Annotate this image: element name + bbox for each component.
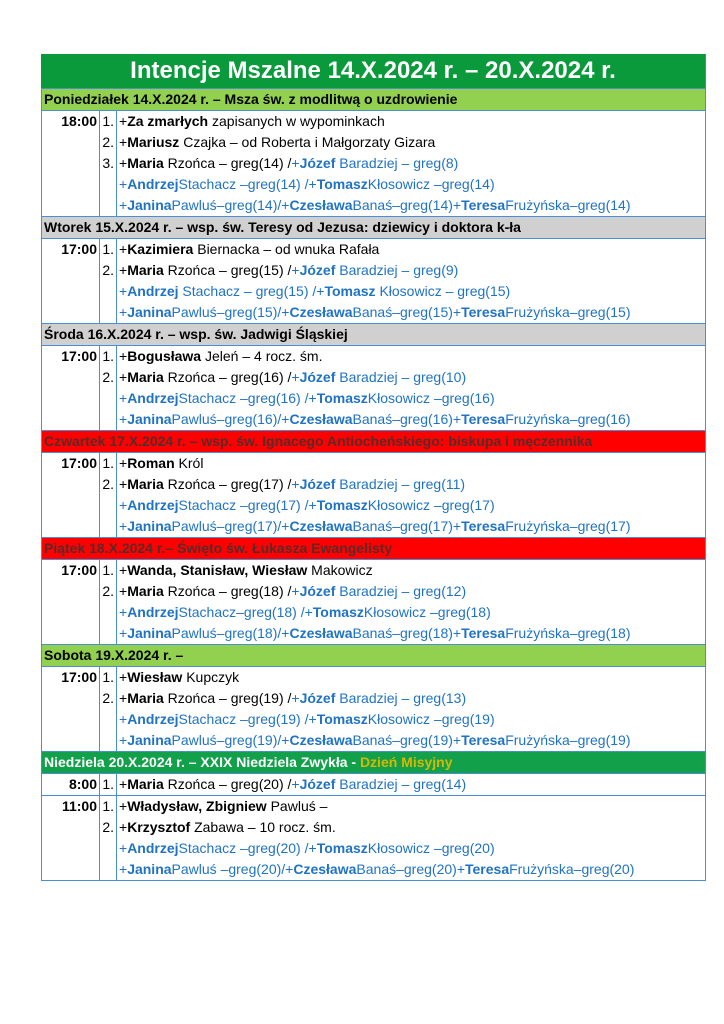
intention-text: + xyxy=(119,476,128,492)
day-header-row xyxy=(42,431,706,453)
intention-line xyxy=(119,346,703,367)
intention-line xyxy=(119,623,703,644)
intention-text: Rzońca – greg(15) / xyxy=(163,262,292,278)
intention-name: Maria xyxy=(127,690,164,706)
intention-text: + xyxy=(285,861,294,877)
intention-text: Rzońca – greg(19) / xyxy=(163,690,292,706)
intention-name: Józef xyxy=(299,583,336,599)
intention-name: Czesława xyxy=(293,861,357,877)
intention-number xyxy=(102,174,114,195)
intention-text: + xyxy=(119,390,128,406)
intention-name: Wanda, Stanisław, Wiesław xyxy=(127,562,308,578)
intention-text: + xyxy=(119,798,128,814)
intention-text: + xyxy=(452,732,462,748)
day-header-text: Wtorek 15.X.2024 r. – wsp. św. Teresy od Jezusa: dziewicy i doktora k-ła xyxy=(44,219,521,235)
intention-name: Teresa xyxy=(461,197,506,213)
intention-line xyxy=(119,516,703,537)
intention-text: + xyxy=(119,497,128,513)
intention-text: Banaś–greg(15) xyxy=(352,304,453,320)
intention-text: Kłosowicz –greg(17) xyxy=(367,497,495,513)
intention-text: Rzońca – greg(20) / xyxy=(163,776,292,792)
intention-text: Kupczyk xyxy=(182,669,240,685)
intention-text: + xyxy=(291,476,300,492)
intention-name: Bogusława xyxy=(127,348,202,364)
intention-numbers xyxy=(100,346,117,431)
intention-text: Frużyńska–greg(14) xyxy=(505,197,631,213)
intention-text: + xyxy=(291,369,300,385)
intention-text: + xyxy=(119,819,128,835)
intention-name: Teresa xyxy=(461,304,506,320)
intention-number: 1. xyxy=(102,455,114,471)
page-title: Intencje Mszalne 14.X.2024 r. – 20.X.2024 r. xyxy=(41,54,706,88)
intention-name: Maria xyxy=(127,369,164,385)
intention-text: + xyxy=(308,711,317,727)
day-header-text: Poniedziałek 14.X.2024 r. – Msza św. z modlitwą o uzdrowienie xyxy=(44,91,458,107)
intention-text: + xyxy=(119,562,128,578)
intention-line xyxy=(119,667,703,688)
intention-number: 1. xyxy=(102,113,114,129)
intention-name: Teresa xyxy=(461,411,506,427)
intention-text: Frużyńska–greg(15) xyxy=(505,304,631,320)
intention-line xyxy=(119,474,703,495)
intention-text: Makowicz xyxy=(307,562,373,578)
intention-text: + xyxy=(119,840,128,856)
mass-time: 17:00 xyxy=(42,239,100,324)
intention-texts xyxy=(117,774,706,796)
intention-text: Stachacz–greg(18) / xyxy=(178,604,305,620)
intention-line xyxy=(119,239,703,260)
intention-name: Janina xyxy=(127,411,172,427)
intention-line xyxy=(119,859,703,880)
intention-number: 3. xyxy=(102,155,114,171)
intention-text: Frużyńska–greg(16) xyxy=(505,411,631,427)
intention-name: Andrzej xyxy=(127,283,179,299)
intention-number: 2. xyxy=(102,819,114,835)
intention-line xyxy=(119,281,703,302)
intention-texts xyxy=(117,796,706,881)
intention-name: Kazimiera xyxy=(127,241,194,257)
intention-number xyxy=(102,623,114,644)
intention-number xyxy=(102,495,114,516)
intention-text: + xyxy=(452,518,462,534)
intention-name: Krzysztof xyxy=(127,819,191,835)
intention-name: Janina xyxy=(127,625,172,641)
intention-name: Józef xyxy=(299,262,336,278)
intention-text: + xyxy=(119,411,128,427)
intention-line xyxy=(119,174,703,195)
day-header-row xyxy=(42,217,706,239)
intention-text: Kłosowicz –greg(19) xyxy=(367,711,495,727)
day-header-text: Sobota 19.X.2024 r. – xyxy=(44,647,184,663)
intention-text: Frużyńska–greg(19) xyxy=(505,732,631,748)
intention-texts xyxy=(117,239,706,324)
intention-name: Maria xyxy=(127,776,164,792)
intention-text: Stachacz –greg(17) / xyxy=(178,497,309,513)
intention-text: + xyxy=(119,113,128,129)
intention-number xyxy=(102,195,114,216)
intention-name: Czesława xyxy=(289,732,353,748)
intention-text: + xyxy=(291,583,300,599)
intention-text: Stachacz –greg(14) / xyxy=(178,176,309,192)
intention-text: Banaś–greg(19) xyxy=(352,732,453,748)
intention-name: Teresa xyxy=(461,625,506,641)
day-header-text: Środa 16.X.2024 r. – wsp. św. Jadwigi Śląskiej xyxy=(44,326,348,342)
intention-number xyxy=(102,730,114,751)
intention-text: + xyxy=(119,241,128,257)
intention-line xyxy=(119,195,703,216)
intention-name: Tomasz xyxy=(316,497,368,513)
day-header xyxy=(42,89,706,111)
intention-name: Andrzej xyxy=(127,840,179,856)
day-header xyxy=(42,538,706,560)
intention-name: Czesława xyxy=(289,197,353,213)
intention-text: + xyxy=(119,690,128,706)
intention-text: Pawluś –greg(20)/ xyxy=(171,861,286,877)
intention-text: + xyxy=(119,732,128,748)
intention-text: + xyxy=(452,304,462,320)
intention-text: + xyxy=(119,518,128,534)
intention-text: + xyxy=(281,732,290,748)
intention-text: Banaś–greg(18) xyxy=(352,625,453,641)
intention-name: Za zmarłych xyxy=(127,113,209,129)
intention-text: + xyxy=(119,776,128,792)
intention-text: Kłosowicz – greg(15) xyxy=(375,283,511,299)
day-header xyxy=(42,431,706,453)
intention-line xyxy=(119,838,703,859)
day-header-row xyxy=(42,89,706,111)
intention-line xyxy=(119,774,703,795)
intention-line xyxy=(119,688,703,709)
intention-number xyxy=(102,302,114,323)
intention-text: + xyxy=(281,411,290,427)
intention-name: Czesława xyxy=(289,411,353,427)
intention-line xyxy=(119,453,703,474)
intention-line xyxy=(119,367,703,388)
intention-name: Andrzej xyxy=(127,604,179,620)
intention-line xyxy=(119,132,703,153)
mass-row xyxy=(42,453,706,538)
intention-text: Pawluś–greg(16)/ xyxy=(171,411,282,427)
intention-name: Janina xyxy=(127,518,172,534)
intention-numbers xyxy=(100,667,117,752)
day-header xyxy=(42,752,706,774)
intention-name: Andrzej xyxy=(127,390,179,406)
intention-line xyxy=(119,409,703,430)
intention-text: + xyxy=(119,669,128,685)
mass-row xyxy=(42,111,706,217)
mass-intentions-sheet xyxy=(41,54,706,881)
intention-text: Banaś–greg(17) xyxy=(352,518,453,534)
intention-name: Roman xyxy=(127,455,175,471)
intention-text: Kłosowicz –greg(20) xyxy=(367,840,495,856)
intention-text: Baradziej – greg(12) xyxy=(335,583,467,599)
intention-numbers xyxy=(100,111,117,217)
intention-text: Pawluś–greg(19)/ xyxy=(171,732,282,748)
intention-numbers xyxy=(100,560,117,645)
intention-text: Stachacz – greg(15) / xyxy=(178,283,317,299)
intention-text: Banaś–greg(16) xyxy=(352,411,453,427)
intention-line xyxy=(119,111,703,132)
intention-name: Janina xyxy=(127,197,172,213)
intention-text: + xyxy=(119,197,128,213)
mass-time: 18:00 xyxy=(42,111,100,217)
intention-text: + xyxy=(119,583,128,599)
day-header-text: Niedziela 20.X.2024 r. – XXIX Niedziela Zwykła - xyxy=(44,754,360,770)
day-header-row xyxy=(42,752,706,774)
intention-text: + xyxy=(119,861,128,877)
intention-text: Rzońca – greg(17) / xyxy=(163,476,292,492)
intention-name: Tomasz xyxy=(316,390,368,406)
intention-name: Czesława xyxy=(289,304,353,320)
day-header xyxy=(42,324,706,346)
intention-number: 1. xyxy=(102,348,114,364)
intention-number: 2. xyxy=(102,476,114,492)
intention-text: + xyxy=(119,262,128,278)
intention-text: Pawluś–greg(15)/ xyxy=(171,304,282,320)
mass-row xyxy=(42,796,706,881)
intention-text: Frużyńska–greg(18) xyxy=(505,625,631,641)
intention-text: + xyxy=(119,348,128,364)
intention-name: Czesława xyxy=(289,625,353,641)
intention-text: + xyxy=(281,518,290,534)
day-header xyxy=(42,645,706,667)
mass-time: 17:00 xyxy=(42,667,100,752)
intention-text: + xyxy=(119,604,128,620)
intention-text: Frużyńska–greg(20) xyxy=(509,861,635,877)
intention-text: Baradziej – greg(14) xyxy=(335,776,467,792)
intention-name: Tomasz xyxy=(316,711,368,727)
intention-number: 2. xyxy=(102,583,114,599)
intention-text: + xyxy=(119,283,128,299)
mass-row xyxy=(42,346,706,431)
intention-text: + xyxy=(119,155,128,171)
intention-number xyxy=(102,388,114,409)
intention-text: + xyxy=(291,690,300,706)
intention-line xyxy=(119,709,703,730)
intention-text: + xyxy=(452,197,462,213)
intention-line xyxy=(119,560,703,581)
intention-number: 1. xyxy=(102,562,114,578)
intention-text: + xyxy=(119,625,128,641)
intention-text: + xyxy=(308,390,317,406)
intention-name: Józef xyxy=(299,155,336,171)
mass-time: 17:00 xyxy=(42,346,100,431)
intention-name: Czesława xyxy=(289,518,353,534)
mass-time: 8:00 xyxy=(42,774,100,796)
intention-text: Pawluś–greg(17)/ xyxy=(171,518,282,534)
intention-number: 2. xyxy=(102,134,114,150)
intention-text: + xyxy=(452,411,462,427)
intention-text: Pawluś–greg(18)/ xyxy=(171,625,282,641)
intention-text: + xyxy=(291,155,300,171)
mass-time: 17:00 xyxy=(42,560,100,645)
intention-text: + xyxy=(281,625,290,641)
intention-number: 1. xyxy=(102,798,114,814)
intention-text: Baradziej – greg(13) xyxy=(335,690,467,706)
day-header-row xyxy=(42,538,706,560)
intention-numbers xyxy=(100,774,117,796)
intention-name: Teresa xyxy=(461,518,506,534)
intention-text: + xyxy=(308,497,317,513)
intention-line xyxy=(119,388,703,409)
intention-text: + xyxy=(291,262,300,278)
intention-number xyxy=(102,516,114,537)
intention-text: Rzońca – greg(14) / xyxy=(163,155,292,171)
intention-name: Janina xyxy=(127,861,172,877)
intention-text: + xyxy=(452,625,462,641)
intention-number: 2. xyxy=(102,690,114,706)
intention-text: + xyxy=(281,304,290,320)
intention-number: 1. xyxy=(102,669,114,685)
intention-line xyxy=(119,302,703,323)
intention-numbers xyxy=(100,453,117,538)
intention-text: Rzońca – greg(18) / xyxy=(163,583,292,599)
intention-text: Kłosowicz –greg(18) xyxy=(363,604,491,620)
intention-text: Biernacka – od wnuka Rafała xyxy=(193,241,380,257)
intention-name: Tomasz xyxy=(316,176,368,192)
intention-name: Teresa xyxy=(461,732,506,748)
intention-line xyxy=(119,817,703,838)
intention-text: Banaś–greg(20) xyxy=(356,861,457,877)
intention-name: Józef xyxy=(299,476,336,492)
intention-text: Czajka – od Roberta i Małgorzaty Gizara xyxy=(179,134,436,150)
intention-numbers xyxy=(100,796,117,881)
intention-text: Kłosowicz –greg(14) xyxy=(367,176,495,192)
intention-name: Tomasz xyxy=(316,840,368,856)
intention-name: Józef xyxy=(299,690,336,706)
day-header xyxy=(42,217,706,239)
day-header-text: Czwartek 17.X.2024 r. – wsp. św. Ignacego Antiocheńskiego: biskupa i męczennika xyxy=(44,433,593,449)
intention-text: Jeleń – 4 rocz. śm. xyxy=(201,348,323,364)
mass-row xyxy=(42,239,706,324)
intention-number xyxy=(102,859,114,880)
intention-number xyxy=(102,838,114,859)
intention-line xyxy=(119,495,703,516)
mass-row xyxy=(42,774,706,796)
intention-text: + xyxy=(119,369,128,385)
day-header-row xyxy=(42,324,706,346)
intention-name: Maria xyxy=(127,155,164,171)
intention-text: + xyxy=(291,776,300,792)
intention-name: Maria xyxy=(127,583,164,599)
intention-text: + xyxy=(316,283,325,299)
intention-name: Andrzej xyxy=(127,711,179,727)
intention-name: Józef xyxy=(299,369,336,385)
intention-number xyxy=(102,602,114,623)
schedule-table xyxy=(41,88,706,881)
intention-name: Józef xyxy=(299,776,336,792)
intention-text: Baradziej – greg(10) xyxy=(335,369,467,385)
intention-text: + xyxy=(119,304,128,320)
day-header-row xyxy=(42,645,706,667)
intention-name: Janina xyxy=(127,732,172,748)
intention-text: + xyxy=(281,197,290,213)
intention-name: Teresa xyxy=(465,861,510,877)
intention-line xyxy=(119,153,703,174)
intention-text: Pawluś – xyxy=(266,798,328,814)
intention-text: Stachacz –greg(19) / xyxy=(178,711,309,727)
intention-name: Mariusz xyxy=(127,134,180,150)
intention-text: + xyxy=(119,134,128,150)
intention-texts xyxy=(117,346,706,431)
intention-text: Stachacz –greg(16) / xyxy=(178,390,309,406)
intention-text: Baradziej – greg(8) xyxy=(335,155,459,171)
intention-number: 1. xyxy=(102,241,114,257)
intention-name: Maria xyxy=(127,262,164,278)
intention-text: Kłosowicz –greg(16) xyxy=(367,390,495,406)
intention-text: + xyxy=(119,176,128,192)
intention-name: Władysław, Zbigniew xyxy=(127,798,267,814)
intention-name: Andrzej xyxy=(127,176,179,192)
intention-text: + xyxy=(456,861,465,877)
intention-line xyxy=(119,260,703,281)
intention-name: Andrzej xyxy=(127,497,179,513)
day-header-text: Piątek 18.X.2024 r.– Święto św. Łukasza Ewangelisty xyxy=(44,540,393,556)
intention-text: Zabawa – 10 rocz. śm. xyxy=(190,819,336,835)
intention-name: Tomasz xyxy=(324,283,376,299)
intention-text: zapisanych w wypominkach xyxy=(208,113,385,129)
intention-number xyxy=(102,409,114,430)
intention-texts xyxy=(117,560,706,645)
intention-text: Banaś–greg(14) xyxy=(352,197,453,213)
intention-name: Janina xyxy=(127,304,172,320)
intention-text: Pawluś–greg(14)/ xyxy=(171,197,282,213)
intention-text: Stachacz –greg(20) / xyxy=(178,840,309,856)
intention-number: 1. xyxy=(102,776,114,792)
intention-number xyxy=(102,281,114,302)
intention-text: Rzońca – greg(16) / xyxy=(163,369,292,385)
intention-text: + xyxy=(308,840,317,856)
mass-time: 11:00 xyxy=(42,796,100,881)
intention-text: + xyxy=(304,604,313,620)
intention-name: Wiesław xyxy=(127,669,183,685)
mass-time: 17:00 xyxy=(42,453,100,538)
intention-line xyxy=(119,581,703,602)
intention-texts xyxy=(117,667,706,752)
intention-text: + xyxy=(308,176,317,192)
mass-row xyxy=(42,667,706,752)
intention-text: + xyxy=(119,711,128,727)
mass-row xyxy=(42,560,706,645)
intention-number xyxy=(102,709,114,730)
day-header-accent: Dzień Misyjny xyxy=(359,754,453,770)
intention-number: 2. xyxy=(102,262,114,278)
intention-numbers xyxy=(100,239,117,324)
intention-texts xyxy=(117,453,706,538)
intention-name: Maria xyxy=(127,476,164,492)
intention-name: Tomasz xyxy=(312,604,364,620)
intention-line xyxy=(119,730,703,751)
intention-line xyxy=(119,796,703,817)
intention-texts xyxy=(117,111,706,217)
intention-text: Baradziej – greg(11) xyxy=(335,476,466,492)
intention-text: Frużyńska–greg(17) xyxy=(505,518,631,534)
intention-text: Baradziej – greg(9) xyxy=(335,262,459,278)
intention-line xyxy=(119,602,703,623)
intention-number: 2. xyxy=(102,369,114,385)
intention-text: + xyxy=(119,455,128,471)
intention-text: Król xyxy=(174,455,204,471)
